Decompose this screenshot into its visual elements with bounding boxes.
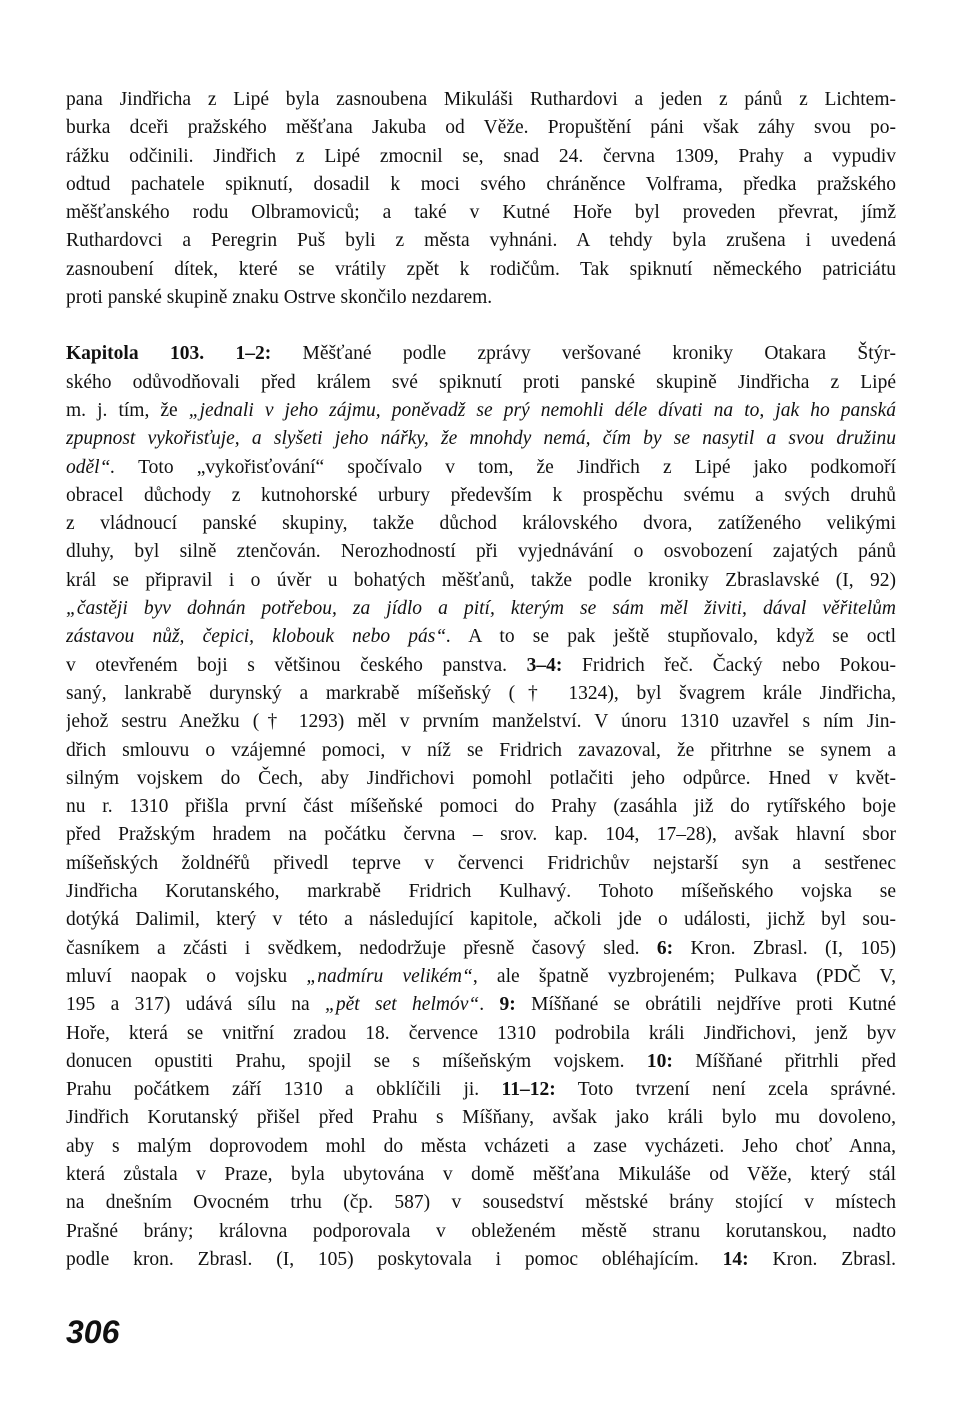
text-line (66, 1048, 896, 1076)
text-line (66, 1218, 896, 1246)
bold-reference: 11–12: (501, 1079, 556, 1101)
text-line (66, 1161, 896, 1189)
paragraph-2 (66, 340, 896, 1274)
text-line (66, 397, 896, 425)
italic-quote: zpupnost vykořisťuje, a slyšeti jeho nářky, že mnohdy nemá, čím by se nasytil a svou družinu (66, 428, 896, 450)
text-line (66, 737, 896, 765)
text-line (66, 1133, 896, 1161)
text-segment (204, 343, 235, 364)
text-line: odtud pachatele spiknutí, dosadil k moci svého chráněnce Volframa, předka pražského (66, 173, 896, 195)
text-line (66, 935, 896, 963)
text-line (66, 482, 896, 510)
bold-reference: 9: (499, 994, 516, 1016)
text-segment: m. j. tím, že (66, 399, 189, 421)
text-line (66, 595, 896, 623)
text-segment: podle kron. Zbrasl. (I, 105) poskytovala i pomoc obléhajícím. (66, 1248, 723, 1270)
text-segment: míšeňských žoldnéřů přivedl teprve v červenci Fridrichův nejstarší syn a sestřenec (66, 852, 896, 874)
bold-reference: 10: (646, 1050, 673, 1072)
text-segment: Jindřich Korutanský přišel před Prahu s Míšňany, avšak jako králi bylo mu dovoleno, (66, 1107, 896, 1129)
text-line (66, 510, 896, 538)
text-segment: Míšňané se obrátili nejdříve proti Kutné (515, 994, 896, 1016)
bold-reference: Kapitola 103. (66, 343, 205, 365)
text-line (66, 1104, 896, 1132)
text-segment: mluví naopak o vojsku (66, 965, 307, 987)
text-line (66, 793, 896, 821)
bold-reference: 3–4: (526, 654, 563, 676)
text-line (66, 652, 896, 680)
text-segment: A to se pak ještě stupňovalo, když se octl (451, 626, 896, 648)
text-segment: Toto tvrzení není zcela správné. (555, 1079, 896, 1101)
text-line (66, 765, 896, 793)
text-line (66, 1189, 896, 1217)
italic-quote: oděl“. (66, 456, 116, 478)
text-segment: 195 a 317) udává sílu na (66, 994, 325, 1016)
text-line (66, 340, 896, 368)
text-segment: nu r. 1310 přišla první část míšeňské pomoci do Prahy (zasáhla již do rytířského boje (66, 796, 896, 818)
text-segment: Prašné brány; královna podporovala v obleženém městě stranu korutanskou, nadto (66, 1220, 896, 1242)
text-segment: dřich smlouvu o vzájemné pomoci, v níž se Fridrich zavazoval, že přitrhne se synem a (66, 739, 896, 761)
text-line: proti panské skupině znaku Ostrve skončilo nezdarem. (66, 287, 493, 309)
text-segment: Měšťané podle zprávy veršované kroniky Otakara Štýr- (271, 343, 896, 365)
text-line: burka dceři pražského měšťana Jakuba od Věže. Propuštění páni však záhy svou po- (66, 117, 896, 139)
text-segment: donucen opustiti Prahu, spojil se s míšeňským vojskem. (66, 1050, 647, 1072)
text-line: pana Jindřicha z Lipé byla zasnoubena Mikuláši Ruthardovi a jeden z pánů z Lichtem- (66, 89, 896, 110)
text-segment: z vládnoucí panské skupiny, takže důchod královského dvora, zatíženého velikými (66, 513, 896, 535)
text-line (66, 567, 896, 595)
text-line (66, 623, 896, 651)
text-segment: která zůstala v Praze, byla ubytována v domě měšťana Mikuláše od Věže, který stál (66, 1163, 896, 1185)
text-line: zasnoubení dítek, které se vrátily zpět k rodičům. Tak spiknutí německého patriciátu (66, 258, 896, 280)
text-line (66, 1020, 896, 1048)
text-segment: aby s malým doprovodem mohl do města vcházeti a zase vycházeti. Jeho choť Anna, (66, 1135, 896, 1157)
text-line: Ruthardovci a Peregrin Puš byli z města vyhnáni. A tehdy byla zrušena i uvedená (66, 230, 896, 252)
text-segment: Prahu počátkem září 1310 a obklíčili ji. (66, 1079, 502, 1101)
italic-quote: „jednali v jeho zájmu, poněvadž se prý nemohli déle dívati na to, jak ho panská (188, 399, 896, 421)
text-segment: Fridrich řeč. Čacký nebo Pokou- (562, 654, 896, 676)
text-line (66, 708, 896, 736)
text-line (66, 1246, 896, 1274)
page-number: 306 (66, 1314, 120, 1350)
text-line (66, 850, 896, 878)
text-segment: ského odůvodňovali před králem své spiknutí proti panské skupině Jindřicha z Lipé (66, 371, 896, 393)
text-segment: . (479, 994, 500, 1016)
text-line (66, 821, 896, 849)
text-segment: Toto „vykořisťování“ spočívalo v tom, že Jindřich z Lipé jako podkomoří (115, 456, 896, 478)
text-segment: Hoře, která se vnitřní zradou 18. července 1310 podrobila králi Jindřichovi, jenž byv (66, 1022, 896, 1044)
page-body (66, 86, 896, 1274)
text-segment: Kron. Zbrasl. (748, 1248, 896, 1270)
text-line: rážku odčinili. Jindřich z Lipé zmocnil se, snad 24. června 1309, Prahy a vypudiv (66, 145, 896, 167)
text-line (66, 1076, 896, 1104)
text-segment: saný, lankrabě durynský a markrabě míšeňský († 1324), byl švagrem krále Jindřicha, (66, 682, 896, 704)
text-line (66, 991, 896, 1019)
text-segment: Kron. Zbrasl. (I, 105) (673, 937, 896, 959)
text-segment: silným vojskem do Čech, aby Jindřichovi pomohl potlačiti jeho odpůrce. Hned v květ- (66, 767, 896, 789)
text-line (66, 538, 896, 566)
italic-quote: zástavou nůž, čepici, klobouk nebo pás“. (66, 626, 452, 648)
text-line (66, 454, 896, 482)
text-segment: na dnešním Ovocném trhu (čp. 587) v sousedství městské brány stojící v místech (66, 1192, 896, 1214)
paragraph-1 (66, 86, 896, 312)
text-line (66, 963, 896, 991)
text-segment: král se připravil i o úvěr u bohatých měšťanů, takže podle kroniky Zbraslavské (I, 92) (66, 569, 896, 591)
bold-reference: 1–2: (235, 343, 272, 365)
text-segment: , ale špatně vyzbrojeném; Pulkava (PDČ V, (472, 965, 896, 987)
italic-quote: „pět set helmóv“ (325, 994, 480, 1016)
bold-reference: 6: (656, 937, 674, 959)
text-line (66, 878, 896, 906)
paragraph-gap (66, 312, 896, 340)
bold-reference: 14: (722, 1248, 749, 1270)
text-segment: dotýká Dalimil, který v této a následující kapitole, ačkoli jde o události, jichž byl sou- (66, 909, 896, 931)
text-line (66, 369, 896, 397)
text-segment: obracel důchody z kutnohorské urbury především k prospěchu svému a svých druhů (66, 484, 896, 506)
text-segment: před Pražským hradem na počátku června – srov. kap. 104, 17–28), avšak hlavní sbor (66, 824, 896, 846)
text-line (66, 680, 896, 708)
text-segment: časníkem a zčásti i svědkem, nedodržuje přesně časový sled. (66, 937, 657, 959)
italic-quote: „častěji byv dohnán potřebou, za jídlo a pití, kterým se sám měl živiti, dával věřitelům (66, 598, 896, 620)
text-segment: Míšňané přitrhli před (672, 1050, 896, 1072)
text-line: měšťanského rodu Olbramoviců; a také v Kutné Hoře byl proveden převrat, jímž (66, 202, 896, 224)
text-segment: jehož sestru Anežku († 1293) měl v prvním manželství. V únoru 1310 uzavřel s ním Jin- (66, 711, 896, 733)
text-segment: dluhy, byl silně ztenčován. Nerozhodností při vyjednávání o osvobození zajatých pánů (66, 541, 896, 563)
text-line (66, 906, 896, 934)
text-line (66, 425, 896, 453)
text-segment: v otevřeném boji s většinou českého panstva. (66, 654, 527, 676)
text-segment: Jindřicha Korutanského, markrabě Fridrich Kulhavý. Tohoto míšeňského vojska se (66, 881, 896, 903)
italic-quote: „nadmíru velikém“ (306, 965, 473, 987)
